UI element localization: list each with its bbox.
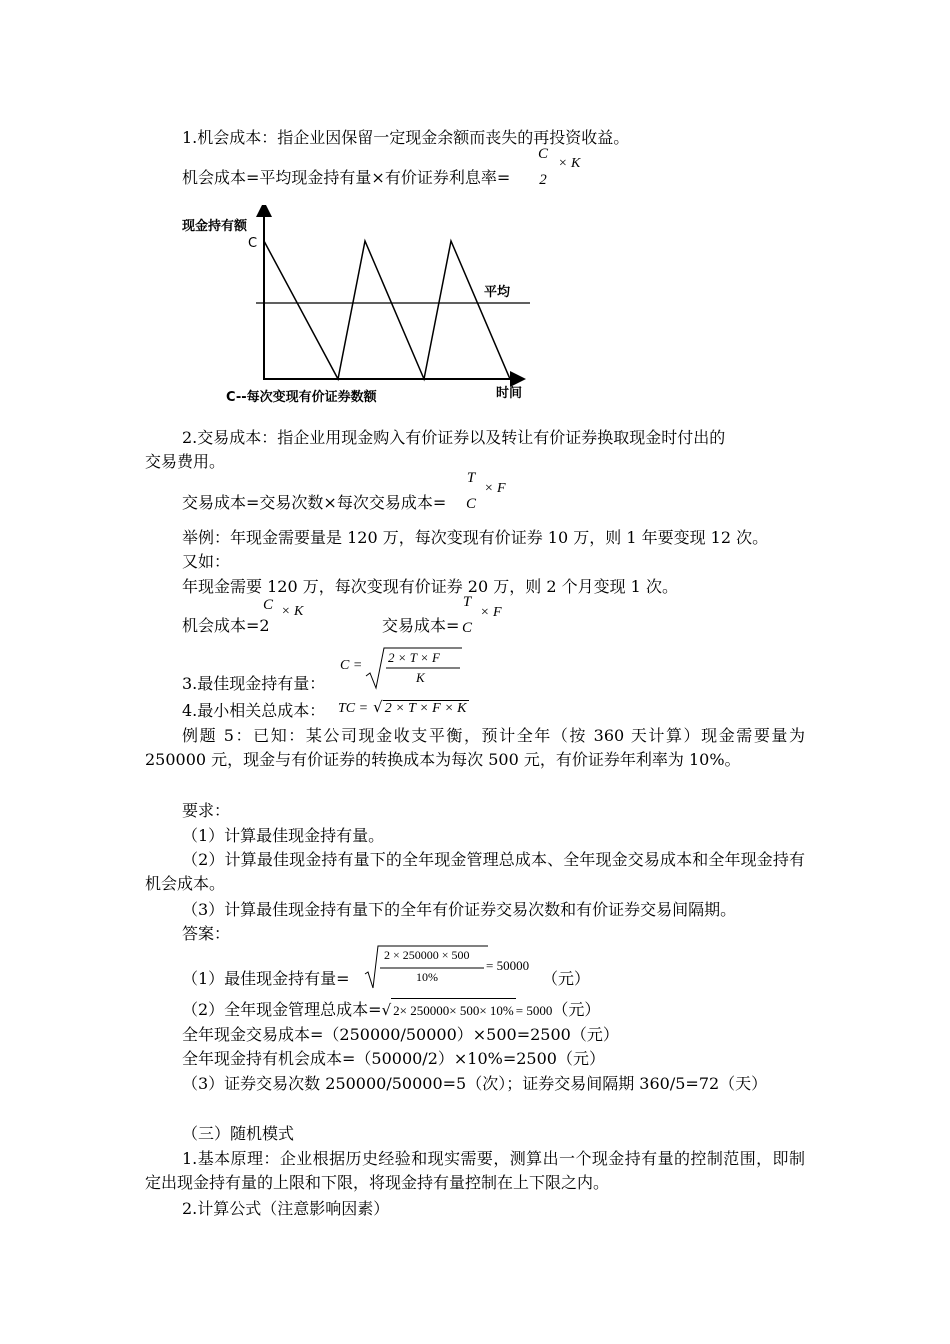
answer-1-unit: （元）: [542, 969, 591, 988]
cash-holding-chart: [178, 205, 538, 410]
transaction-cost-definition: 2.交易成本：指企业用现金购入有价证券以及转让有价证券换取现金时付出的: [182, 428, 726, 447]
fraction-denominator: 10%: [416, 970, 438, 984]
fraction-numerator: C: [538, 146, 549, 162]
fraction-numerator: T: [466, 470, 476, 486]
fraction-tail: × F: [484, 481, 506, 496]
radicand: 2× 250000× 500× 10%: [391, 998, 516, 1023]
formula-rhs: = 50000: [486, 958, 530, 973]
formula-prefix: 机会成本=平均现金持有量×有价证券利息率=: [182, 168, 511, 187]
answer-1: （1）最佳现金持有量=: [182, 969, 350, 988]
chart-ylabel: 现金持有额: [182, 219, 248, 234]
requirements-heading: 要求：: [182, 801, 231, 820]
transaction-cost-definition-cont: 交易费用。: [145, 452, 226, 471]
chart-c-tick: C: [248, 236, 258, 251]
fraction-denominator: K: [416, 670, 425, 685]
example-line-1: 举例：年现金需要量是 120 万，每次变现有价证券 10 万，则 1 年要变现 12 次。: [182, 528, 769, 547]
chart-c-definition: C--每次变现有价证券数额: [226, 390, 377, 405]
fraction-denominator: C: [466, 496, 477, 512]
fraction-t-over-c: [466, 470, 506, 512]
fraction-tail: × F: [480, 605, 502, 620]
requirement-3: （3）计算最佳现金持有量下的全年有价证券交易次数和有价证券交易间隔期。: [182, 900, 737, 919]
answer-2-opportunity-cost: 全年现金持有机会成本=（50000/2）×10%=2500（元）: [182, 1049, 605, 1068]
formula-lhs: TC =: [338, 701, 369, 716]
optimal-cash-holding: 3.最佳现金持有量：: [182, 674, 326, 693]
answer-2-unit: （元）: [552, 1000, 601, 1019]
random-model-principle: 1.基本原理：企业根据历史经验和现实需要，测算出一个现金持有量的控制范围，即制定出现金持有量的上限和下限，将现金持有量控制在上下限之内。: [145, 1149, 805, 1192]
section-random-model: （三）随机模式: [182, 1124, 295, 1143]
answer-2: （2）全年现金管理总成本=√ 2× 250000× 500× 10% = 5000（元）: [182, 998, 600, 1023]
fraction-numerator: C: [263, 597, 274, 613]
fraction-denominator: 2: [539, 172, 547, 188]
radicand: 2 × T × F × K: [384, 701, 467, 716]
fraction-t-over-c-small: [462, 594, 502, 636]
answer-1-formula: [364, 944, 544, 990]
answer-heading: 答案：: [182, 924, 231, 943]
fraction-c-over-2-small: [263, 594, 304, 619]
fraction-numerator: 2 × T × F: [388, 650, 440, 665]
fraction-tail: × K: [558, 156, 581, 171]
chart-average-label: 平均: [484, 285, 511, 300]
transaction-cost-short: 交易成本=: [382, 616, 460, 635]
example-line-2: 又如：: [182, 552, 231, 571]
fraction-numerator: T: [462, 594, 472, 610]
opportunity-cost-formula: [182, 166, 510, 190]
answer-2-transaction-cost: 全年现金交易成本=（250000/50000）×500=2500（元）: [182, 1025, 619, 1044]
fraction-denominator: C: [462, 620, 473, 636]
formula-rhs: = 5000: [515, 1003, 553, 1018]
requirement-2: （2）计算最佳现金持有量下的全年现金管理总成本、全年现金交易成本和全年现金持有机会成本。: [145, 850, 805, 893]
fraction-tail: × K: [281, 604, 304, 619]
transaction-cost-formula: 交易成本=交易次数×每次交易成本=: [182, 493, 447, 512]
requirement-1: （1）计算最佳现金持有量。: [182, 826, 385, 845]
example-line-3: 年现金需要 120 万，每次变现有价证券 20 万，则 2 个月变现 1 次。: [182, 577, 678, 596]
minimum-total-cost: 4.最小相关总成本：: [182, 701, 326, 720]
random-model-formula-heading: 2.计算公式（注意影响因素）: [182, 1199, 390, 1218]
total-cost-formula: TC = √ 2 × T × F × K: [338, 698, 467, 716]
formula-prefix: 机会成本=2: [182, 616, 270, 635]
opportunity-cost-definition: 1.机会成本：指企业因保留一定现金余额而丧失的再投资收益。: [182, 128, 630, 147]
chart-xlabel: 时间: [496, 386, 523, 401]
example-5-statement: 例题 5：已知：某公司现金收支平衡，预计全年（按 360 天计算）现金需要量为 250000 元，现金与有价证券的转换成本为每次 500 元，有价证券年利率为 10%。: [145, 726, 805, 769]
cash-sawtooth-series: [264, 241, 510, 379]
formula-lhs: C =: [340, 658, 363, 673]
fraction-numerator: 2 × 250000 × 500: [384, 948, 470, 962]
answer-3: （3）证券交易次数 250000/50000=5（次）；证券交易间隔期 360/5=72（天）: [182, 1074, 768, 1093]
formula-prefix: （2）全年现金管理总成本=: [182, 1000, 382, 1019]
opportunity-cost-short: [182, 614, 270, 638]
fraction-c-over-2: [538, 146, 581, 188]
